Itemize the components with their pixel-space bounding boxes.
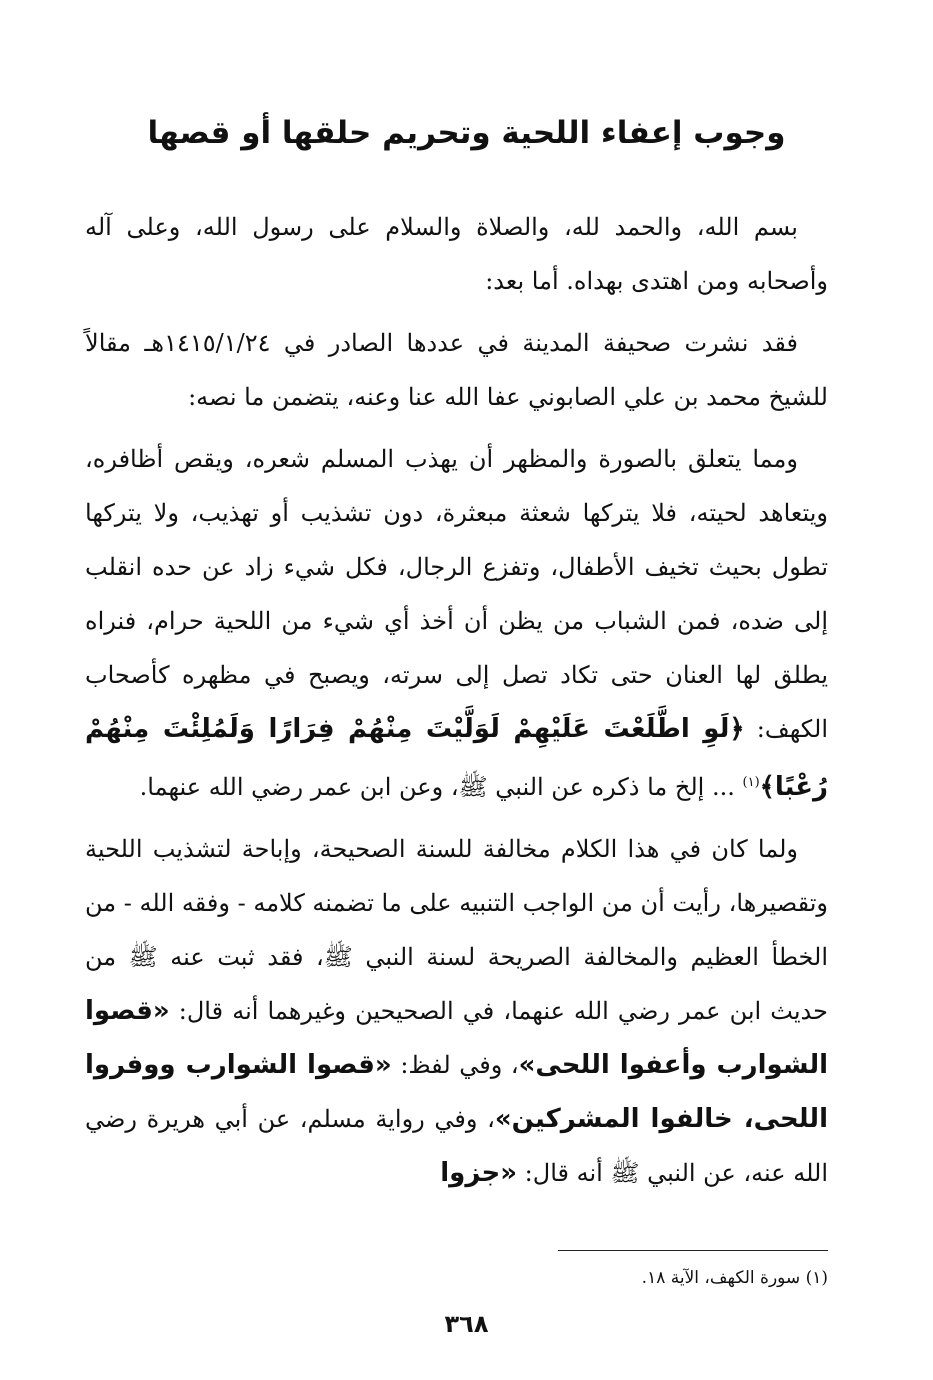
page-title: وجوب إعفاء اللحية وتحريم حلقها أو قصها: [147, 115, 786, 151]
opening-paragraph: بسم الله، والحمد لله، والصلاة والسلام على رسول الله، وعلى آله وأصحابه ومن اهتدى بهداه. أما بعد:: [85, 213, 828, 295]
response-paragraph: [85, 822, 828, 1200]
quoted-text-end: ... إلخ ما ذكره عن النبي ﷺ، وعن ابن عمر رضي الله عنهما.: [139, 773, 735, 801]
response-text-2: ، وفي لفظ:: [400, 1051, 519, 1079]
footnote-divider: [558, 1250, 828, 1251]
footnote-reference: (١): [742, 775, 760, 790]
quran-verse: ﴿لَوِ اطَّلَعْتَ عَلَيْهِمْ لَوَلَّيْتَ مِنْهُمْ فِرَارًا وَلَمُلِئْتَ مِنْهُمْ رُعْبًا﴾: [85, 714, 828, 802]
hadith-quote: «قصوا الشوارب وأعفوا اللحى»: [85, 996, 828, 1080]
footnote: (١) سورة الكهف، الآية ١٨.: [641, 1268, 828, 1288]
article-intro-paragraph: فقد نشرت صحيفة المدينة في عددها الصادر في ١٤١٥/١/٢٤هـ مقالاً للشيخ محمد بن علي الصابوني عفا الله عنا وعنه، يتضمن ما نصه:: [85, 329, 828, 411]
hadith-quote-3-start: «جزوا: [440, 1158, 518, 1188]
body-text: [85, 200, 828, 1208]
hadith-quote-2: «قصوا الشوارب ووفروا اللحى، خالفوا المشركين»: [85, 1050, 828, 1134]
page-number: ٣٦٨: [444, 1310, 489, 1338]
response-text: ولما كان في هذا الكلام مخالفة للسنة الصحيحة، وإباحة لتشذيب اللحية وتقصيرها، رأيت أن من الواجب التنبيه على ما تضمنه كلامه - وفقه الله - من الخطأ العظيم والمخالفة الصريحة لسنة النبي ﷺ، فقد ثبت عنه ﷺ من حديث ابن عمر رضي الله عنهما، في الصحيحين وغيرهما أنه قال:: [84, 835, 828, 1025]
quoted-text: ومما يتعلق بالصورة والمظهر أن يهذب المسلم شعره، ويقص أظافره، ويتعاهد لحيته، فلا يتركها شعثة مبعثرة، دون تشذيب أو تهذيب، ولا يتركها تطول بحيث تخيف الأطفال، وتفزع الرجال، فكل شيء زاد عن حده انقلب إلى ضده، فمن الشباب من يظن أن أخذ أي شيء من اللحية حرام، فنراه يطلق لها العنان حتى تكاد تصل إلى سرته، ويصبح في مظهره كأصحاب الكهف:: [85, 445, 828, 743]
response-text-3: ، وفي رواية مسلم، عن أبي هريرة رضي الله عنه، عن النبي ﷺ أنه قال:: [85, 1105, 828, 1187]
quoted-article-paragraph: [85, 432, 828, 814]
